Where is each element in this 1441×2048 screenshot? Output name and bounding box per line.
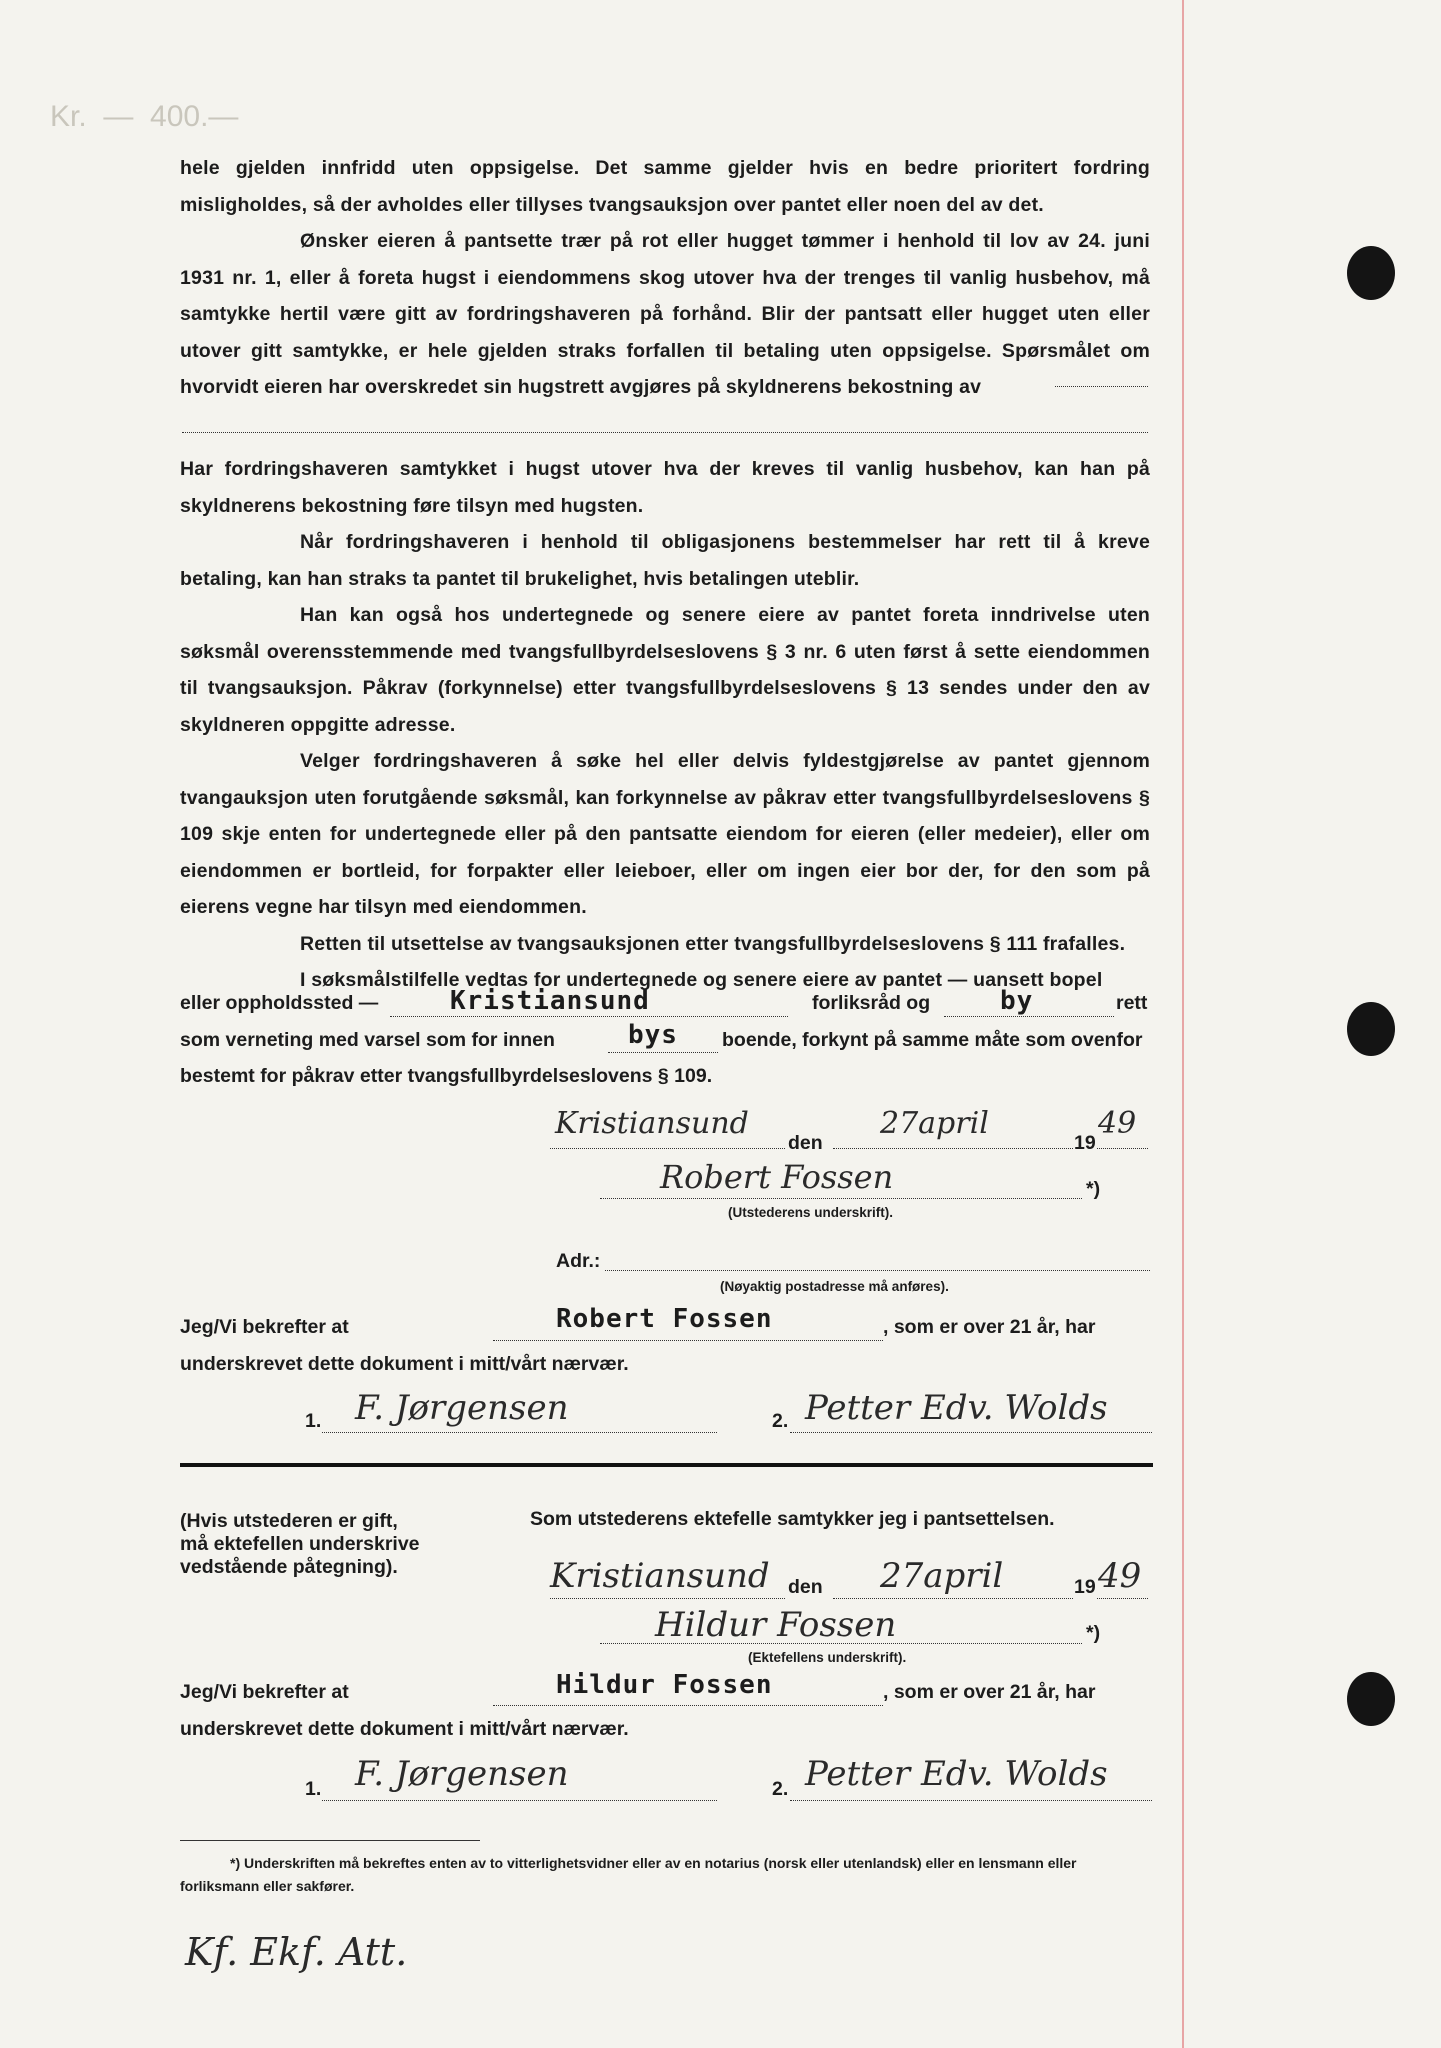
witness-subject-name: Robert Fossen bbox=[556, 1304, 773, 1334]
venue-text: rett bbox=[1116, 992, 1148, 1014]
witness-text: Jeg/Vi bekrefter at bbox=[180, 1316, 349, 1338]
show-through-mark: Kr. — 400.— bbox=[50, 100, 239, 133]
caption: (Ektefellens underskrift). bbox=[748, 1650, 907, 1665]
blank-field bbox=[550, 1148, 785, 1149]
blank-field bbox=[833, 1148, 1073, 1149]
blank-field bbox=[608, 1052, 718, 1053]
witness-subject-name: Hildur Fossen bbox=[556, 1670, 773, 1700]
spouse-note: (Hvis utstederen er gift, må ektefellen underskrive vedstående påtegning). bbox=[180, 1510, 420, 1578]
year-prefix: 19 bbox=[1074, 1132, 1096, 1154]
spouse-signature: Hildur Fossen bbox=[655, 1605, 897, 1645]
handwritten-year: 49 bbox=[1098, 1106, 1137, 1141]
paragraph: Velger fordringshaveren å søke hel eller delvis fyldestgjørelse av pantet gjennom tvangauksjon uten forutgående søksmål, kan forkynnelse av påkrav etter tvangsfullbyrdelseslovens § 109 skje enten for undertegnede eller på den pantsatte eiendom for eieren (eller medeier), eller om eiendommen er bortleid, for forpakter eller leieboer, eller om ingen eier bor der, for den som på eierens vegne har tilsyn med eiendommen. bbox=[180, 750, 1150, 918]
blank-field bbox=[833, 1598, 1073, 1599]
blank-field bbox=[390, 1016, 788, 1017]
witness-text: underskrevet dette dokument i mitt/vårt nærvær. bbox=[180, 1718, 629, 1740]
venue-place: Kristiansund bbox=[450, 986, 650, 1016]
witness-text: underskrevet dette dokument i mitt/vårt nærvær. bbox=[180, 1353, 629, 1375]
terms-text-block bbox=[180, 150, 1150, 406]
footnote: *) Underskriften må bekreftes enten av to vitterlighetsvidner eller av en notarius (norsk eller utenlandsk) eller en lensmann eller forliksmann eller sakfører. bbox=[180, 1855, 1077, 1894]
venue-text: bestemt for påkrav etter tvangsfullbyrdelseslovens § 109. bbox=[180, 1065, 713, 1087]
paragraph: I søksmålstilfelle vedtas for undertegnede og senere eiere av pantet — uansett bopel bbox=[300, 969, 1103, 991]
blank-field bbox=[493, 1340, 883, 1341]
address-label: Adr.: bbox=[556, 1250, 601, 1272]
witness-signature: F. Jørgensen bbox=[355, 1754, 569, 1794]
red-margin-line bbox=[1182, 0, 1184, 2048]
handwritten-date: 27april bbox=[880, 1556, 1004, 1596]
venue-court: by bbox=[1000, 986, 1034, 1016]
handwritten-year: 49 bbox=[1098, 1556, 1142, 1596]
footnote-mark: *) bbox=[1086, 1622, 1101, 1644]
blank-field bbox=[790, 1800, 1152, 1801]
witness-text: , som er over 21 år, har bbox=[883, 1681, 1096, 1703]
blank-field bbox=[493, 1705, 883, 1706]
paragraph: Når fordringshaveren i henhold til obligasjonens bestemmelser har rett til å kreve betaling, kan han straks ta pantet til brukelighet, hvis betalingen uteblir. bbox=[180, 531, 1150, 590]
paragraph: Retten til utsettelse av tvangsauksjonen etter tvangsfullbyrdelseslovens § 111 frafalles. bbox=[300, 932, 1126, 955]
blank-field bbox=[182, 432, 1148, 433]
address-field[interactable] bbox=[605, 1270, 1150, 1271]
venue-text: boende, forkynt på samme måte som ovenfor bbox=[722, 1029, 1143, 1051]
paragraph: hele gjelden innfridd uten oppsigelse. Det samme gjelder hvis en bedre prioritert fordring misligholdes, så der avholdes eller tillyses tvangsauksjon over pantet eller noen del av det. bbox=[180, 157, 1150, 216]
witness-number: 2. bbox=[772, 1778, 789, 1800]
blank-field bbox=[790, 1432, 1152, 1433]
paragraph bbox=[180, 223, 1150, 406]
blank-field bbox=[322, 1800, 717, 1801]
year-prefix: 19 bbox=[1074, 1576, 1096, 1598]
paragraph: Han kan også hos undertegnede og senere eiere av pantet foreta inndrivelse uten søksmål overensstemmende med tvangsfullbyrdelseslovens § 3 nr. 6 uten først å sette eiendommen til tvangsauksjon. Påkrav (forkynnelse) etter tvangsfullbyrdelseslovens § 13 sendes under den av skyldneren oppgitte adresse. bbox=[180, 604, 1150, 736]
blank-field bbox=[550, 1598, 785, 1599]
venue-town: bys bbox=[628, 1020, 678, 1050]
punch-hole bbox=[1347, 1672, 1395, 1726]
punch-hole bbox=[1347, 246, 1395, 300]
margin-note: Kf. Ekf. Att. bbox=[185, 1930, 408, 1974]
blank-field bbox=[600, 1198, 1082, 1199]
blank-field bbox=[1055, 386, 1148, 387]
venue-text: eller oppholdssted — bbox=[180, 992, 379, 1014]
footnote-rule bbox=[180, 1840, 480, 1841]
paragraph-text: Ønsker eieren å pantsette trær på rot eller hugget tømmer i henhold til lov av 24. juni 1931 nr. 1, eller å foreta hugst i eiendommens skog utover hva der trenges til vanlig husbehov, må samtykke hertil være gitt av fordringshaveren på forhånd. Blir der pantsatt eller hugget uten eller utover gitt samtykke, er hele gjelden straks forfallen til betaling uten oppsigelse. Spørsmålet om hvorvidt eieren har overskredet sin hugstrett avgjøres på skyldnerens bekostning av bbox=[180, 230, 1150, 398]
label-den: den bbox=[788, 1576, 823, 1598]
venue-text: som verneting med varsel som for innen bbox=[180, 1029, 555, 1051]
witness-signature: Petter Edv. Wolds bbox=[805, 1388, 1108, 1428]
blank-field bbox=[322, 1432, 717, 1433]
witness-text: , som er over 21 år, har bbox=[883, 1316, 1096, 1338]
section-divider bbox=[180, 1463, 1153, 1467]
handwritten-date: 27april bbox=[880, 1106, 989, 1141]
caption: (Utstederens underskrift). bbox=[728, 1205, 894, 1220]
handwritten-place: Kristiansund bbox=[555, 1106, 749, 1141]
witness-number: 2. bbox=[772, 1410, 789, 1432]
paragraph: Har fordringshaveren samtykket i hugst utover hva der kreves til vanlig husbehov, kan han på skyldnerens bekostning føre tilsyn med hugsten. bbox=[180, 458, 1150, 517]
caption: (Nøyaktig postadresse må anføres). bbox=[720, 1279, 949, 1294]
witness-text: Jeg/Vi bekrefter at bbox=[180, 1681, 349, 1703]
label-den: den bbox=[788, 1132, 823, 1154]
blank-field bbox=[944, 1016, 1114, 1017]
witness-number: 1. bbox=[305, 1410, 322, 1432]
blank-field bbox=[1097, 1598, 1148, 1599]
terms-text-block bbox=[180, 451, 1150, 999]
venue-text: forliksråd og bbox=[812, 992, 931, 1014]
punch-hole bbox=[1347, 1002, 1395, 1056]
footnote-mark: *) bbox=[1086, 1178, 1101, 1200]
blank-field bbox=[600, 1643, 1082, 1644]
witness-signature: F. Jørgensen bbox=[355, 1388, 569, 1428]
blank-field bbox=[1097, 1148, 1148, 1149]
witness-signature: Petter Edv. Wolds bbox=[805, 1754, 1108, 1794]
handwritten-place: Kristiansund bbox=[550, 1556, 770, 1596]
witness-number: 1. bbox=[305, 1778, 322, 1800]
spouse-consent: Som utstederens ektefelle samtykker jeg i pantsettelsen. bbox=[530, 1508, 1055, 1530]
issuer-signature: Robert Fossen bbox=[660, 1158, 894, 1196]
